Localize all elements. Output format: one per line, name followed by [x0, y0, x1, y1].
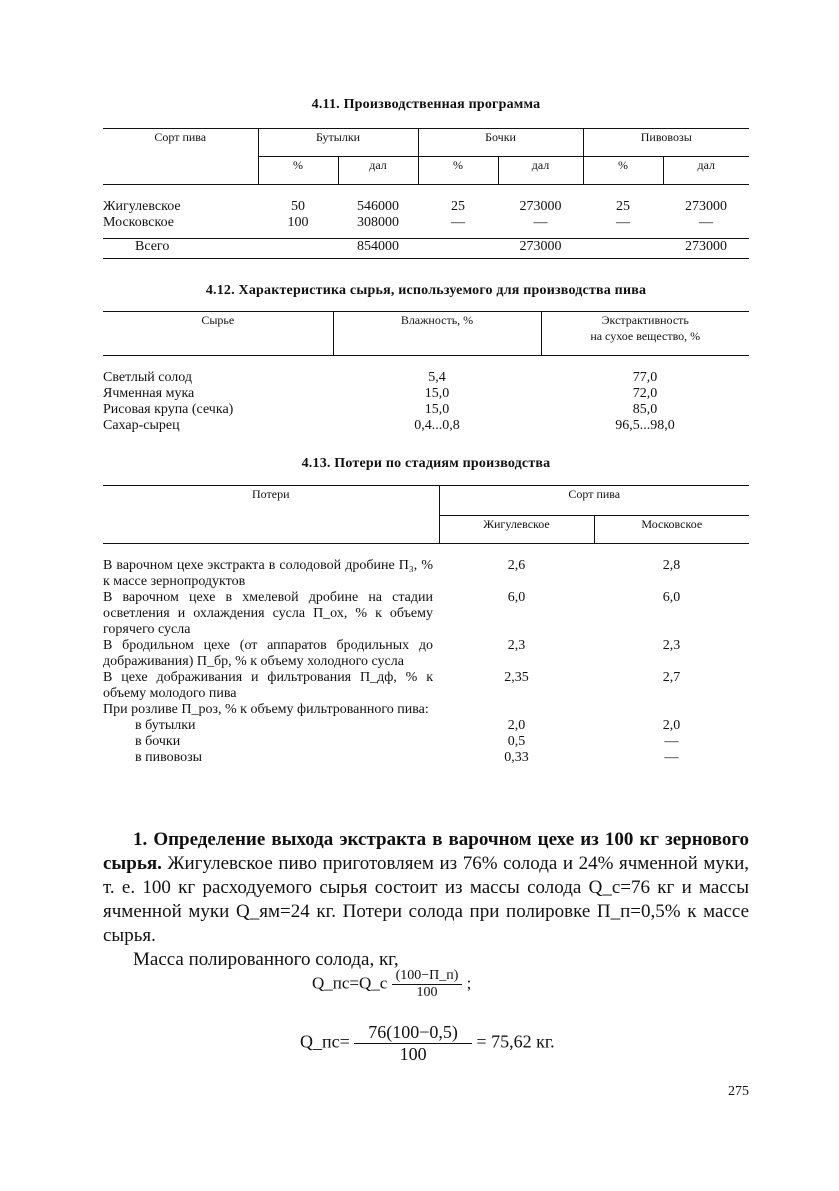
table-row: Сахар-сырец 0,4...0,8 96,5...98,0: [103, 417, 675, 433]
table-row: Светлый солод 5,4 77,0: [103, 369, 658, 385]
subheader-cell: дал: [663, 157, 749, 185]
header-raw: Сырье: [103, 312, 333, 356]
table-row: в пивовозы 0,33 —: [135, 749, 679, 765]
header-tankers: Пивовозы: [583, 129, 749, 157]
header-sort: Сорт пива: [439, 486, 749, 516]
table-row: Рисовая крупа (сечка) 15,0 85,0: [103, 401, 658, 417]
production-program-table: [103, 128, 749, 259]
formula-polished-malt-value: Q_пс= $\frac{76(100-0,5)}{100}$ = 75,62 кг.: [300, 1022, 555, 1064]
table-row: Московское 100 308000 — — — —: [103, 214, 714, 230]
total-row: Всего 854000 273000 273000: [103, 239, 749, 259]
subheader-cell: %: [583, 157, 663, 185]
header-barrels: Бочки: [418, 129, 583, 157]
header-bottles: Бутылки: [258, 129, 418, 157]
table-row: В варочном цехе экстракта в солодовой дробине П₃, % к массе зернопродуктов 2,6 2,8: [103, 557, 681, 589]
table-4-11-caption: 4.11. Производственная программа: [311, 97, 541, 112]
table-row: Жигулевское 50 546000 25 273000 25 273000: [103, 198, 728, 214]
table-row: в бутылки 2,0 2,0: [135, 717, 681, 733]
header-extract: Экстрактивность на сухое вещество, %: [541, 312, 749, 356]
subheader-cell: дал: [338, 157, 418, 185]
table-row: Ячменная мука 15,0 72,0: [103, 385, 658, 401]
section-body: [103, 828, 749, 972]
table-4-12-caption: 4.12. Характеристика сырья, используемого для производства пива: [205, 283, 647, 298]
table-row: В варочном цехе в хмелевой дробине на стадии осветления и охлаждения сусла П_ох, % к объему горячего сусла 6,0 6,0: [103, 589, 681, 637]
subheader-cell: дал: [498, 157, 583, 185]
header-moisture: Влажность, %: [333, 312, 541, 356]
header-sort: Сорт пива: [103, 129, 258, 185]
table-4-13-caption: 4.13. Потери по стадиям производства: [301, 456, 551, 471]
header-zhigulevskoe: Жигулевское: [439, 516, 594, 544]
subheader-cell: %: [418, 157, 498, 185]
table-row: При розливе П_роз, % к объему фильтрованного пива:: [103, 701, 429, 717]
section-heading: 1. Определение выхода экстракта в варочном цехе из 100 кг зернового сырья.: [103, 829, 749, 874]
page-number: 275: [728, 1084, 749, 1099]
formula-polished-malt: Q_пс=Q_с $\frac{(100-П\_п)}{100}$ ;: [312, 968, 472, 1000]
table-row: В бродильном цехе (от аппаратов бродильных до дображивания) П_бр, % к объему холодного сусла 2,3 2,3: [103, 637, 681, 669]
raw-material-table: [103, 311, 749, 434]
losses-table: [103, 485, 749, 766]
table-row: в бочки 0,5 —: [135, 733, 679, 749]
table-row: В цехе дображивания и фильтрования П_дф, % к объему молодого пива 2,35 2,7: [103, 669, 681, 701]
formula-intro: Масса полированного солода, кг,: [133, 949, 399, 970]
header-moskovskoe: Московское: [594, 516, 749, 544]
header-losses: Потери: [103, 486, 439, 544]
subheader-cell: %: [258, 157, 338, 185]
section-paragraph: 1. Определение выхода экстракта в варочном цехе из 100 кг зернового сырья. Жигулевское пиво приготовляем из 76% солода и 24% ячменной муки, т. е. 100 кг расходуемого сырья состоит из массы солода Q_с=76 кг и массы ячменной муки Q_ям=24 кг. Потери солода при полировке П_п=0,5% к массе сырья.: [103, 829, 749, 946]
